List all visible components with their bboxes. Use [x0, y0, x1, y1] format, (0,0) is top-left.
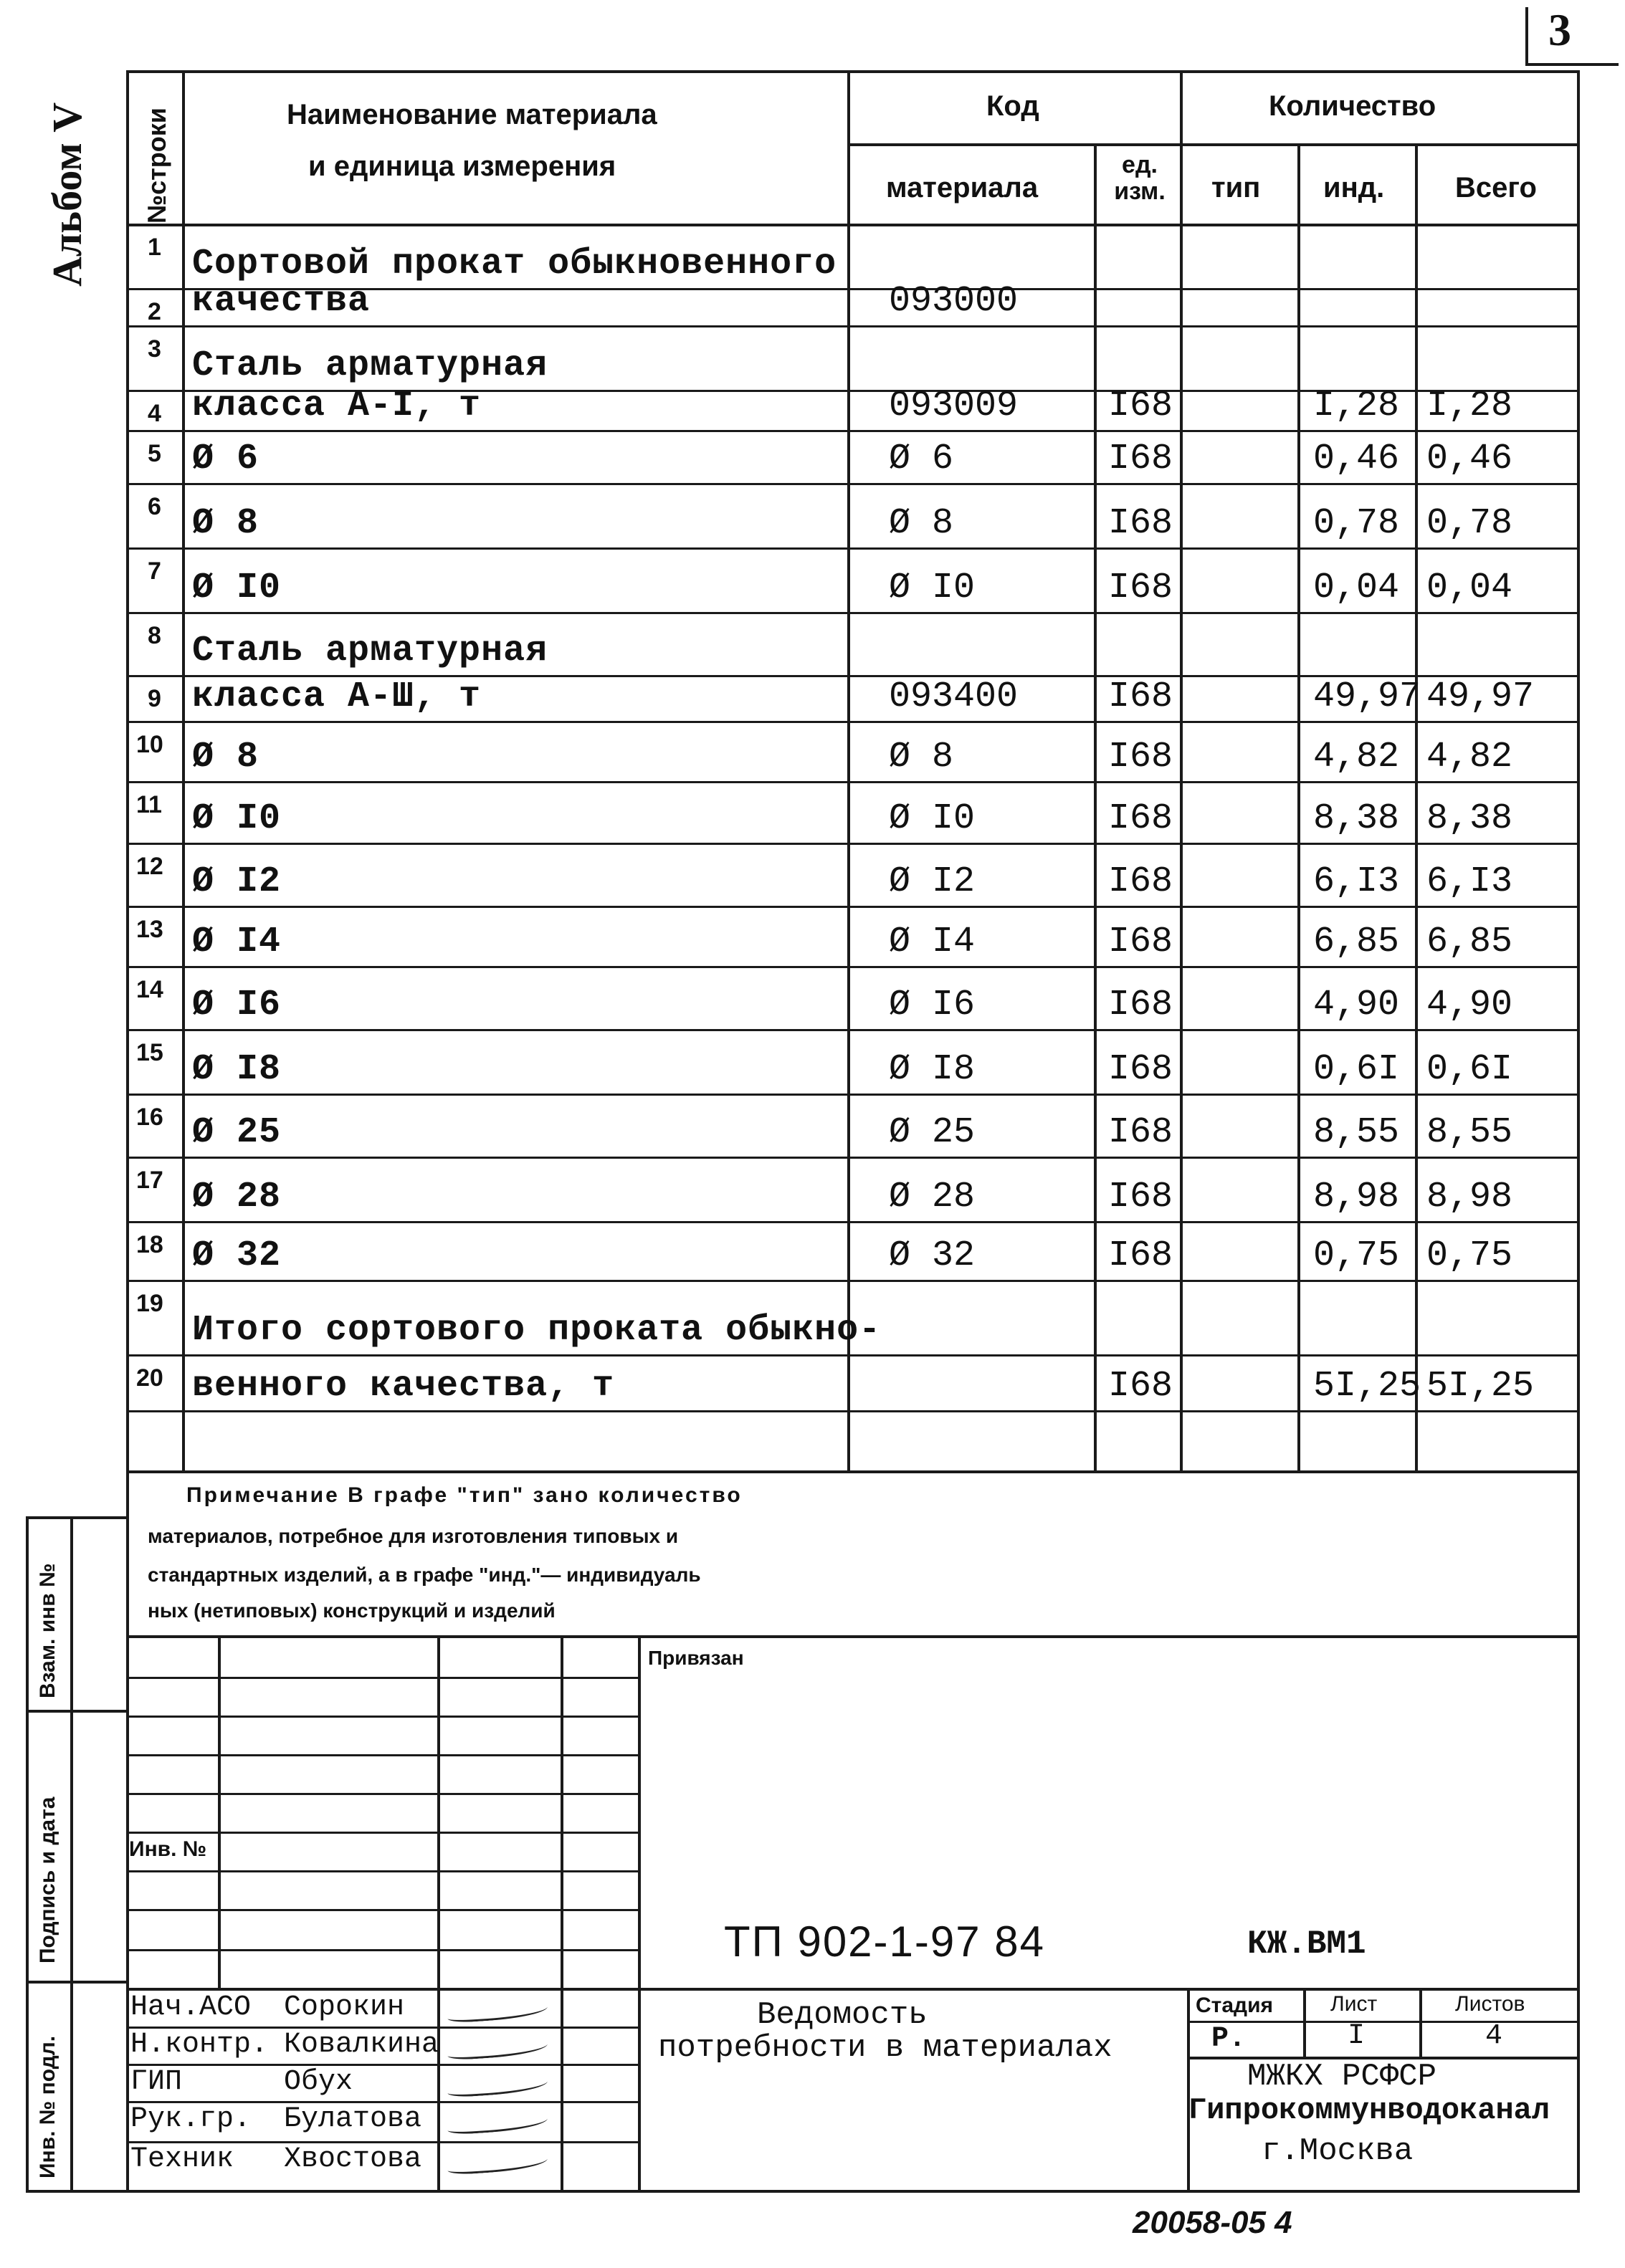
- row-number: 8: [148, 622, 161, 649]
- note-line3: стандартных изделий, а в графе "инд."— индивидуаль: [148, 1564, 701, 1586]
- stamp-stage: Р.: [1211, 2023, 1247, 2055]
- row-number: 6: [148, 493, 161, 520]
- frame-top: [126, 70, 1580, 73]
- material-code: Ø 8: [889, 737, 954, 777]
- stamp-people-row2: [126, 2064, 638, 2066]
- stamp-row-b: [126, 1716, 638, 1718]
- qty-total: 0,75: [1426, 1235, 1513, 1276]
- row-number: 10: [136, 731, 163, 758]
- material-name: класса А-I, т: [192, 386, 482, 426]
- row-separator: [126, 325, 1580, 327]
- stamp-sheets-label: Листов: [1455, 1992, 1525, 2016]
- side-stamp-sep1: [26, 1710, 126, 1713]
- signature-mark: [447, 2075, 548, 2098]
- stamp-person-name: Ковалкина: [284, 2029, 439, 2061]
- stamp-stage-label: Стадия: [1196, 1994, 1274, 2017]
- stamp-org2: Гипрокоммунводоканал: [1188, 2093, 1550, 2128]
- side-label-podpis: Подпись и дата: [36, 1796, 59, 1963]
- stamp-row-c: [126, 1754, 638, 1756]
- material-name: Сортовой прокат обыкновенного: [192, 244, 837, 284]
- stamp-title-line1: Ведомость: [757, 1997, 928, 2033]
- qty-total: 8,98: [1426, 1177, 1513, 1217]
- material-name: класса А-Ш, т: [192, 676, 482, 717]
- qty-individual: 0,46: [1313, 439, 1400, 479]
- stamp-row-f: [126, 1870, 638, 1872]
- qty-total: 4,90: [1426, 985, 1513, 1025]
- stamp-top: [126, 1635, 1580, 1638]
- unit-code: I68: [1108, 798, 1173, 839]
- material-code: Ø I0: [889, 798, 976, 839]
- row-number: 4: [148, 400, 161, 427]
- row-separator: [126, 843, 1580, 845]
- row-number: 14: [136, 976, 163, 1003]
- col-line-unit: [1180, 70, 1183, 1471]
- material-name: Ø I4: [192, 922, 282, 962]
- material-code: Ø I2: [889, 861, 976, 902]
- side-stamp-left: [26, 1516, 29, 2190]
- unit-code: I68: [1108, 1366, 1173, 1407]
- qty-individual: 8,98: [1313, 1177, 1400, 1217]
- header-total: Всего: [1455, 172, 1537, 204]
- row-separator: [126, 906, 1580, 908]
- qty-total: 6,I3: [1426, 861, 1513, 902]
- row-separator: [126, 547, 1580, 550]
- material-code: Ø I8: [889, 1049, 976, 1090]
- side-stamp-mid: [70, 1516, 73, 2190]
- signature-mark: [447, 2112, 548, 2135]
- row-number: 2: [148, 298, 161, 325]
- col-line-ind: [1415, 143, 1418, 1471]
- row-separator: [126, 1157, 1580, 1159]
- footer-number: 20058-05 4: [1133, 2205, 1292, 2240]
- material-code: Ø 28: [889, 1177, 976, 1217]
- stamp-privyazan: Привязан: [648, 1647, 744, 1669]
- header-name-line2: и единица измерения: [308, 150, 616, 182]
- frame-right: [1577, 70, 1580, 2191]
- qty-total: 6,85: [1426, 922, 1513, 962]
- material-name: Сталь арматурная: [192, 631, 548, 671]
- material-code: Ø I4: [889, 922, 976, 962]
- qty-total: 8,55: [1426, 1112, 1513, 1153]
- col-line-code: [1094, 143, 1097, 1471]
- note-line4: ных (нетиповых) конструкций и изделий: [148, 1599, 556, 1622]
- material-name: Ø I0: [192, 568, 282, 608]
- stamp-org1: МЖКХ РСФСР: [1247, 2059, 1437, 2095]
- row-number: 1: [148, 234, 161, 261]
- row-separator: [126, 1280, 1580, 1282]
- row-separator: [126, 1029, 1580, 1031]
- qty-individual: 4,82: [1313, 737, 1400, 777]
- qty-total: 0,46: [1426, 439, 1513, 479]
- frame-bottom: [26, 2190, 1580, 2193]
- header-subline: [847, 143, 1580, 146]
- unit-code: I68: [1108, 1049, 1173, 1090]
- row-separator: [126, 721, 1580, 723]
- qty-individual: 0,6I: [1313, 1049, 1400, 1090]
- unit-code: I68: [1108, 568, 1173, 608]
- album-label: Альбом V: [44, 102, 90, 287]
- col-line-type: [1297, 143, 1300, 1471]
- header-quantity: Количество: [1269, 90, 1436, 122]
- row-number: 17: [136, 1167, 163, 1194]
- material-name: Сталь арматурная: [192, 345, 548, 386]
- row-number: 15: [136, 1039, 163, 1066]
- side-label-vzam: Взам. инв №: [36, 1563, 59, 1698]
- qty-individual: 8,38: [1313, 798, 1400, 839]
- material-code: Ø 25: [889, 1112, 976, 1153]
- qty-individual: 0,78: [1313, 503, 1400, 544]
- row-number: 18: [136, 1231, 163, 1258]
- qty-total: 5I,25: [1426, 1366, 1535, 1407]
- qty-total: 0,04: [1426, 568, 1513, 608]
- stamp-row-g: [126, 1909, 638, 1911]
- row-number: 3: [148, 335, 161, 363]
- material-name: Ø I6: [192, 985, 282, 1025]
- stamp-info-left: [1187, 1988, 1190, 2190]
- unit-code: I68: [1108, 737, 1173, 777]
- side-label-inv-podl: Инв. № подл.: [36, 2035, 59, 2178]
- material-code: 093009: [889, 386, 1019, 426]
- header-code: Код: [986, 90, 1039, 122]
- row-number: 19: [136, 1290, 163, 1317]
- side-stamp-top: [26, 1516, 126, 1519]
- material-name: качества: [192, 281, 371, 322]
- stamp-title-line2: потребности в материалах: [658, 2030, 1112, 2066]
- qty-total: 0,78: [1426, 503, 1513, 544]
- material-name: Ø 8: [192, 737, 259, 777]
- col-line-name: [847, 70, 850, 1471]
- page-number: 3: [1548, 4, 1571, 55]
- unit-code: I68: [1108, 922, 1173, 962]
- stamp-col3: [561, 1635, 563, 2190]
- stamp-row-e: [126, 1832, 638, 1834]
- header-name-line1: Наименование материала: [287, 99, 657, 130]
- header-unit: ед. изм.: [1114, 151, 1166, 206]
- qty-individual: 49,97: [1313, 676, 1421, 717]
- stamp-org3: г.Москва: [1262, 2133, 1414, 2169]
- row-separator: [126, 1094, 1580, 1096]
- unit-code: I68: [1108, 1235, 1173, 1276]
- qty-total: 49,97: [1426, 676, 1535, 717]
- unit-code: I68: [1108, 386, 1173, 426]
- stamp-role: Рук.гр.: [130, 2103, 252, 2135]
- header-bottom: [126, 224, 1580, 226]
- signature-mark: [447, 2000, 548, 2024]
- stamp-row-d: [126, 1793, 638, 1795]
- page-number-divider: [1525, 7, 1528, 64]
- row-separator: [126, 612, 1580, 614]
- stamp-col2: [437, 1635, 440, 2190]
- material-name: Итого сортового проката обыкно-: [192, 1310, 882, 1351]
- unit-code: I68: [1108, 1177, 1173, 1217]
- material-name: Ø 32: [192, 1235, 282, 1276]
- row-separator: [126, 781, 1580, 783]
- row-number: 5: [148, 440, 161, 467]
- material-code: Ø 32: [889, 1235, 976, 1276]
- stamp-person-name: Булатова: [284, 2103, 422, 2135]
- row-number: 7: [148, 558, 161, 585]
- row-number: 12: [136, 853, 163, 880]
- row-separator: [126, 1410, 1580, 1412]
- note-line1: Примечание В графе "тип" зано количество: [186, 1483, 743, 1507]
- stamp-person-name: Хвостова: [284, 2143, 422, 2176]
- qty-total: 8,38: [1426, 798, 1513, 839]
- row-number: 20: [136, 1364, 163, 1392]
- qty-individual: 4,90: [1313, 985, 1400, 1025]
- row-separator: [126, 483, 1580, 485]
- qty-individual: 0,75: [1313, 1235, 1400, 1276]
- stamp-row-a: [126, 1677, 638, 1679]
- stamp-sheet-label: Лист: [1330, 1992, 1378, 2016]
- material-code: 093000: [889, 281, 1019, 322]
- row-separator: [126, 966, 1580, 968]
- qty-individual: 6,85: [1313, 922, 1400, 962]
- stamp-col4: [638, 1635, 641, 2190]
- stamp-sheet: I: [1348, 2020, 1366, 2052]
- stamp-project-code: ТП 902-1-97 84: [724, 1918, 1046, 1966]
- material-name: Ø I2: [192, 861, 282, 902]
- note-line2: материалов, потребное для изготовления типовых и: [148, 1525, 679, 1547]
- material-name: венного качества, т: [192, 1366, 615, 1407]
- signature-mark: [447, 2037, 548, 2061]
- header-material: материала: [886, 172, 1039, 204]
- header-type: тип: [1211, 172, 1261, 204]
- unit-code: I68: [1108, 439, 1173, 479]
- row-separator: [126, 430, 1580, 432]
- qty-total: 4,82: [1426, 737, 1513, 777]
- unit-code: I68: [1108, 985, 1173, 1025]
- col-line-rownum: [182, 70, 185, 1471]
- stamp-person-name: Сорокин: [284, 1991, 405, 2024]
- stamp-role: Техник: [130, 2143, 234, 2176]
- stamp-role: Н.контр.: [130, 2029, 269, 2061]
- qty-individual: 8,55: [1313, 1112, 1400, 1153]
- material-name: Ø I0: [192, 798, 282, 839]
- stamp-col1: [218, 1635, 221, 1988]
- material-name: Ø I8: [192, 1049, 282, 1090]
- qty-individual: 0,04: [1313, 568, 1400, 608]
- material-name: Ø 28: [192, 1177, 282, 1217]
- row-separator: [126, 1354, 1580, 1357]
- stamp-sheet-code: КЖ.ВМ1: [1247, 1925, 1366, 1963]
- unit-code: I68: [1108, 861, 1173, 902]
- qty-individual: I,28: [1313, 386, 1400, 426]
- qty-total: I,28: [1426, 386, 1513, 426]
- unit-code: I68: [1108, 1112, 1173, 1153]
- material-name: Ø 6: [192, 439, 259, 479]
- material-code: Ø I6: [889, 985, 976, 1025]
- side-stamp-sep2: [26, 1981, 126, 1984]
- table-bottom: [126, 1470, 1580, 1473]
- row-separator: [126, 1221, 1580, 1223]
- row-number: 13: [136, 916, 163, 943]
- material-code: Ø 6: [889, 439, 954, 479]
- stamp-role: ГИП: [130, 2066, 183, 2098]
- material-name: Ø 8: [192, 503, 259, 544]
- stamp-inv-no: Инв. №: [129, 1837, 207, 1861]
- page-number-underline: [1525, 63, 1619, 66]
- qty-total: 0,6I: [1426, 1049, 1513, 1090]
- material-code: 093400: [889, 676, 1019, 717]
- material-code: Ø 8: [889, 503, 954, 544]
- stamp-main-sep: [126, 1988, 1580, 1991]
- unit-code: I68: [1108, 503, 1173, 544]
- header-ind: инд.: [1323, 172, 1385, 204]
- row-number: 11: [136, 791, 162, 818]
- frame-left: [126, 70, 129, 2191]
- stamp-role: Нач.АСО: [130, 1991, 252, 2024]
- material-name: Ø 25: [192, 1112, 282, 1153]
- qty-individual: 5I,25: [1313, 1366, 1421, 1407]
- header-row-no: №строки: [142, 107, 171, 224]
- stamp-row-h: [126, 1949, 638, 1951]
- row-number: 9: [148, 685, 161, 712]
- row-number: 16: [136, 1104, 163, 1131]
- qty-individual: 6,I3: [1313, 861, 1400, 902]
- material-code: Ø I0: [889, 568, 976, 608]
- unit-code: I68: [1108, 676, 1173, 717]
- stamp-sheets: 4: [1485, 2020, 1503, 2052]
- stamp-person-name: Обух: [284, 2066, 353, 2098]
- signature-mark: [447, 2152, 548, 2176]
- stamp-info-row1: [1187, 2021, 1580, 2023]
